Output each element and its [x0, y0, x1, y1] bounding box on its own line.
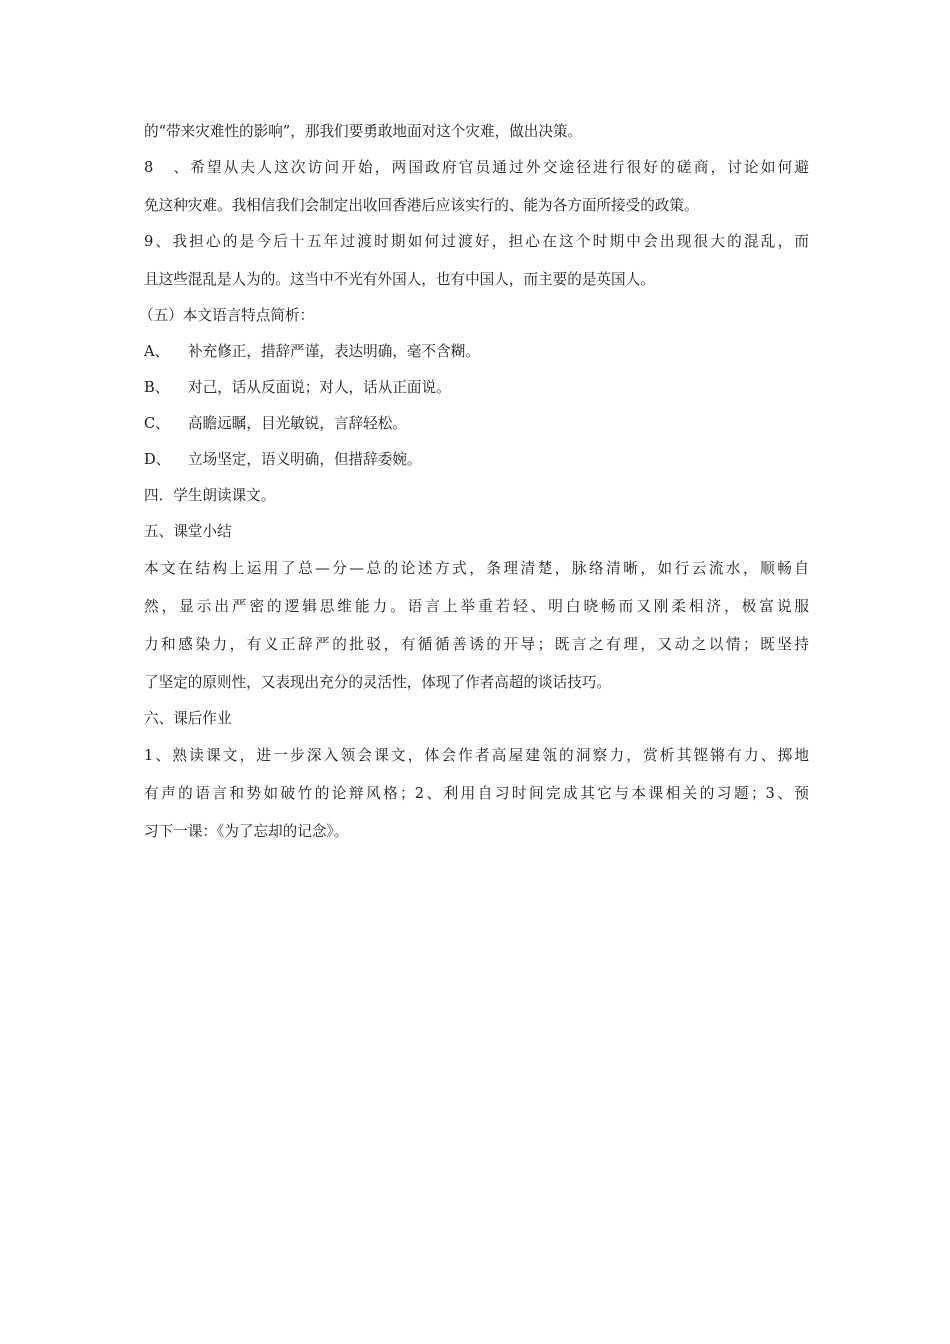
- section-heading-summary: [144, 522, 809, 541]
- summary-line-2: [144, 597, 809, 616]
- summary-line-1: [144, 559, 809, 578]
- homework-line-2: [144, 784, 809, 803]
- line-text: 有声的语言和势如破竹的论辩风格；2、利用自习时间完成其它与本课相关的习题；3、预: [144, 785, 809, 802]
- list-item-d: [144, 450, 809, 469]
- line-text: 习下一课：《为了忘却的记念》。: [144, 823, 349, 840]
- line-text: 对己，话从反面说；对人，话从正面说。: [188, 379, 451, 396]
- line-text: 本文在结构上运用了总—分—总的论述方式，条理清楚，脉络清晰，如行云流水，顺畅自: [144, 560, 809, 577]
- summary-line-3: [144, 635, 809, 654]
- homework-line-1: [144, 746, 809, 765]
- line-text: 补充修正，措辞严谨，表达明确，毫不含糊。: [188, 343, 480, 360]
- heading-text: 四．学生朗读课文。: [144, 487, 276, 504]
- list-marker: D、: [144, 451, 171, 468]
- list-item-a: [144, 342, 809, 361]
- list-marker: C、: [144, 415, 170, 432]
- heading-text: 五、课堂小结: [144, 523, 232, 540]
- text-line-5: [144, 270, 809, 289]
- list-item-8: [144, 158, 809, 177]
- heading-text: 六、课后作业: [144, 710, 232, 727]
- section-heading-language: [139, 306, 804, 325]
- homework-line-3: [144, 822, 809, 841]
- list-item-b: [144, 378, 809, 397]
- list-item-c: [144, 414, 809, 433]
- text-line-1: [144, 122, 809, 141]
- list-item-9: [144, 232, 809, 251]
- list-marker: B、: [144, 379, 170, 396]
- section-heading-reading: [144, 486, 809, 505]
- list-marker: A、: [144, 343, 170, 360]
- section-heading-homework: [144, 709, 809, 728]
- line-text: 力和感染力，有义正辞严的批驳，有循循善诱的开导；既言之有理，又动之以情；既坚持: [144, 636, 809, 653]
- heading-text: （五）本文语言特点简析：: [139, 307, 315, 324]
- line-text: 9、我担心的是今后十五年过渡时期如何过渡好，担心在这个时期中会出现很大的混乱，而: [144, 233, 809, 250]
- line-text: 且这些混乱是人为的。这当中不光有外国人，也有中国人，而主要的是英国人。: [144, 271, 655, 288]
- line-text: 然，显示出严密的逻辑思维能力。语言上举重若轻、明白晓畅而又刚柔相济，极富说服: [144, 598, 809, 615]
- summary-line-4: [144, 673, 809, 692]
- line-text: 的“带来灾难性的影响”，那我们要勇敢地面对这个灾难，做出决策。: [144, 123, 583, 140]
- line-text: 立场坚定，语义明确，但措辞委婉。: [188, 451, 422, 468]
- line-text: 1、熟读课文，进一步深入领会课文，体会作者高屋建瓴的洞察力，赏析其铿锵有力、掷地: [144, 747, 809, 764]
- line-text: 高瞻远瞩，目光敏锐，言辞轻松。: [188, 415, 407, 432]
- list-marker: 8、: [144, 159, 188, 176]
- line-text: 了坚定的原则性，又表现出充分的灵活性，体现了作者高超的谈话技巧。: [144, 674, 612, 691]
- line-text: 希望从夫人这次访问开始，两国政府官员通过外交途径进行很好的磋商，讨论如何避: [188, 159, 809, 176]
- text-line-3: [144, 196, 809, 215]
- line-text: 免这种灾难。我相信我们会制定出收回香港后应该实行的、能为各方面所接受的政策。: [144, 197, 699, 214]
